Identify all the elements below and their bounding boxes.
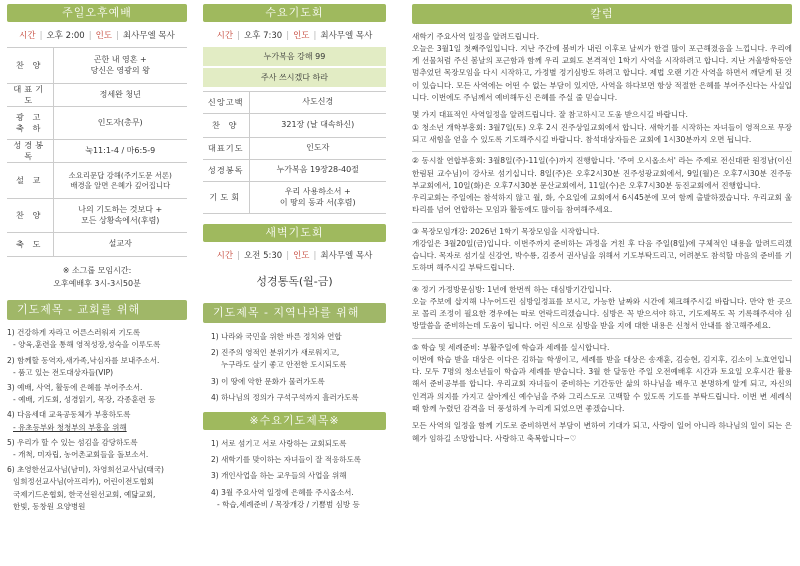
list-item: 2) 진주의 영적인 분위기가 새로워지고, (211, 348, 340, 358)
sunday-time-line: 시간 | 오후 2:00 | 인도 | 최사무엘 목사 (19, 31, 175, 41)
leader-value: 최사무엘 목사 (320, 251, 373, 261)
list-item: 한빛, 동창원 요양병원 (13, 501, 86, 511)
prayer-nation-list (203, 331, 386, 404)
wednesday-order-table (203, 91, 386, 214)
list-item: - 양육,훈련을 통해 영적성장,성숙을 이루도록 (13, 340, 161, 350)
sermon-series-pill: 누가복음 강해 99 (203, 47, 386, 66)
list-item: 국제기드온협회, 한국선원선교회, 예닮교회, (13, 489, 156, 499)
divider (412, 338, 792, 339)
order-row: 찬 양 321장 (날 대속하신) (203, 114, 386, 138)
list-item: 4) 하나님의 정의가 구석구석까지 흘러가도록 (211, 392, 359, 402)
sunday-service-header: 주일오후예배 (7, 4, 187, 22)
list-item: 3) 예배, 사역, 활동에 은혜를 부어주소서. (7, 383, 143, 393)
list-item: 1) 나라와 국민을 위한 바른 정치와 연합 (211, 332, 342, 341)
order-row: 대표기도 인도자 (203, 138, 386, 160)
column-header: 칼럼 (412, 4, 792, 24)
order-row: 축 도 설교자 (7, 233, 187, 257)
leader-value: 최사무엘 목사 (320, 31, 373, 41)
column-paragraph: ③ 목장모임개강: 2026년 1학기 목장모임을 시작합니다. 개강일은 3월20일(금)입니다. 이번주까지 준비하는 과정을 거친 후 다음 주일(8일)에 구체적인 내용을 알려드리겠습니다. 목자로 섬기실 신강연, 박수룡, 김종서 권사님을 위해서 기도부탁드리고, 어려분도 참석할 마음의 준비를 기도하며 해주시길 부탁드립니다. (412, 226, 792, 273)
leader-value: 최사무엘 목사 (122, 31, 175, 41)
time-value: 오후 2:00 (46, 31, 85, 41)
column-body (412, 31, 792, 445)
list-item: 5) 우리가 할 수 있는 섬김을 감당하도록 (7, 437, 138, 447)
sunday-order-table (7, 47, 187, 257)
prayer-church-header: 기도제목 - 교회를 위해 (7, 300, 187, 320)
leader-label: 인도 (95, 31, 112, 41)
leader-label: 인도 (293, 31, 310, 41)
prayer-nation-header: 기도제목 - 지역나라를 위해 (203, 303, 386, 323)
time-label: 시간 (19, 31, 36, 41)
divider (412, 280, 792, 281)
list-item: 4) 3월 주요사역 일정에 은혜를 주시옵소서. (211, 487, 354, 497)
wednesday-prayer-header: ※수요기도제목※ (203, 412, 386, 430)
list-item: 2) 새학기를 맞이하는 자녀들이 잘 적응하도록 (211, 455, 362, 465)
order-row: 성경봉독 누가복음 19장28-40절 (203, 160, 386, 182)
list-item: 6) 초영한선교사님(남미), 차영희선교사님(태국) (7, 465, 164, 475)
order-row: 찬 양 나의 기도하는 것보다 + 모든 상황속에서(후렴) (7, 199, 187, 233)
column-paragraph: 몇 가지 대표적인 사역일정을 알려드립니다. 잘 참고하시고 도움 받으시길 바랍니다. ① 청소년 개학부흥회: 3월7일(토) 오후 2시 진주상일교회에서 합니다. 새학기를 시작하는 자녀들이 영적으로 무장되고 새힘을 얻을 수 있도록 기도해주시길 바랍니다. 참석대상자들은 교회에 1시30분까지 오면 됩니다. (412, 110, 792, 144)
order-row: 신앙고백 사도신경 (203, 92, 386, 114)
time-value: 오후 7:30 (243, 31, 283, 41)
list-item: 1) 서로 섬기고 서로 사랑하는 교회되도록 (211, 439, 347, 449)
dawn-prayer-header: 새벽기도회 (203, 224, 386, 242)
list-item: - 품고 있는 전도대상자들(VIP) (13, 367, 114, 377)
order-row: 기도회 우리 사용하소서 + 이 땅의 동과 서(후렴) (203, 182, 386, 214)
order-row: 성경봉독 눅11:1-4 / 마6:5-9 (7, 140, 187, 163)
leader-label: 인도 (293, 251, 310, 261)
list-item: - 유초등부와 청청부의 부흥을 위해 (13, 422, 127, 432)
sermon-title-pill: 주사 쓰시겠다 하라 (203, 68, 386, 87)
list-item: 2) 함께할 동역자,새가족,낙심자를 보내주소서. (7, 355, 160, 365)
column-section (412, 4, 792, 450)
sunday-column (7, 4, 187, 513)
time-label: 시간 (216, 251, 234, 261)
list-item: 4) 다음세대 교육공동체가 부흥하도록 (7, 410, 131, 420)
column-paragraph: ⑤ 학습 및 세례준비: 부활주일에 학습과 세례를 실시합니다. 이번에 학습 받을 대상은 이다은 김하늘 학생이고, 세례를 받을 대상은 송재훈, 김승현, 김지후, 김소이 노효연입니다. 모두 7명의 청소년들이 학습과 세례를 받습니다. 3월 한 달동안 주일 오전예배후 시간과 토요일 오후시간 활용해서 준비공부를 합니다. 우리교회 자녀들이 준비하는 기간동안 삶의 하나님을 배우고 분명하게 알게 되고, 자신의 인격과 의지를 가지고 살아계신 예수님을 주와 그리스도로 고백할 수 있도록 기도를 부탁드립니다. 이번 변 세례식 때 함께 누렸던 감격을 더 풍성하게 누리게 되었으면 좋겠습니다. (412, 342, 792, 413)
small-group-time: 오후예배후 3시-3시50분 (53, 279, 141, 289)
dawn-reading: 성경통독(월-금) (256, 275, 333, 288)
small-group-note: ※ 소그룹 모임시간: (62, 266, 132, 276)
order-row: 찬 양 곤한 내 영혼 + 당신은 영광의 왕 (7, 48, 187, 84)
dawn-time-line: 시간 | 오전 5:30 | 인도 | 최사무엘 목사 (216, 251, 373, 261)
prayer-church-list (7, 327, 187, 513)
wednesday-service-header: 수요기도회 (203, 4, 386, 22)
order-row: 광 고 축 하 인도자(총무) (7, 107, 187, 140)
column-paragraph: 새학기 주요사역 일정을 알려드립니다. 오늘은 3월1일 첫째주일입니다. 지난 주간에 봄비가 내린 이후로 날씨가 한결 많이 포근해졌음을 느낍니다. 우리에게 선물처럼 주신 봄날의 포근함과 함께 우리 교회도 본격적인 1학기 사역을 시작하려고 합니다. 지난 겨울방학동안 멈추었던 목장모임을 다시 시작하고, 가정별 정기심방도 하려고 합니다. 제법 오랜 기간 사역을 하면서 깨닫게 된 것이 있습니다. 모든 사역에는 어떤 수 없는 부담이 있지만, 사역을 하다보면 항상 적절한 은혜를 부어주신다는 사실입니다. 이번에도 주님께서 예비해두신 은혜를 주실 줄 믿습니다. (412, 32, 792, 102)
divider (412, 151, 792, 152)
column-paragraph: ② 동시찰 연합부흥회: 3월8일(주)-11일(수)까지 진행합니다. '주여 오시옵소서' 라는 주제로 전신대판 원정남(이신 한림된 교수님)이 강사로 섬기십니다. 8일(주)은 오후2시30분 진주성광교회에서, 9일(월)은 오후7시30분 진주동부교회에서, 10일(화)은 오후7시30분 문산교회에서, 11일(수)은 오후7시30분 동진교회에서 진행합니다. 우리교회는 주일에는 참석하지 않고 월, 화, 수요일에 교회에서 6시45분에 모여 함께 출발하겠습니다. 우리교회 울타리를 넘어 연합하는 모임과 활동에도 많이들 참여해주세요. (412, 156, 792, 215)
column-paragraph: ④ 정기 가정방문심방: 1년에 한번씩 하는 대심방기간입니다. 오늘 주보에 삽지해 나누어드린 심방일정표를 보시고, 가능한 날짜와 시간에 체크해주시길 바랍니다. 만약 한 곳으로 몰리 조정이 필요한 경우에는 따로 연락드리겠습니다. 심방은 꼭 받으셔야 하고, 기도제목도 꼭 기록해주셔야 심방말씀을 준비하는데 도움이 됩니다. 어린 식으로 심방을 받을 지에 대한 내용은 신청서 안내를 참고해주세요. (412, 284, 792, 331)
divider (412, 222, 792, 223)
list-item: 임희정선교사님(아프리카), 어린이전도협회 (13, 477, 155, 487)
list-item: 누구라도 살기 좋고 안전한 도시되도록 (221, 360, 347, 370)
list-item: - 개척, 미자립, 농어촌교회들을 돌보소서. (13, 450, 149, 460)
wednesday-prayer-list (203, 438, 386, 511)
list-item: 3) 이 땅에 악한 문화가 물러가도록 (211, 376, 325, 386)
list-item: 3) 개인사업을 하는 교우들의 사업을 위해 (211, 471, 347, 481)
order-row: 대표기도 정세완 청년 (7, 84, 187, 107)
order-row: 설 교 소요리문답 강해(주기도문 서론) 배경을 알면 은혜가 깊어집니다 (7, 163, 187, 199)
time-value: 오전 5:30 (243, 251, 283, 261)
time-label: 시간 (216, 31, 234, 41)
list-item: 1) 건강하게 자라고 어른스러워져 기도록 (7, 328, 141, 338)
wednesday-time-line: 시간 | 오후 7:30 | 인도 | 최사무엘 목사 (216, 31, 373, 41)
column-paragraph: 모든 사역의 일정을 함께 기도로 준비하면서 부담이 변하여 기대가 되고, 사랑이 일어 아니라 하나님의 일이 되는 은혜가 임하길 소망합니다. 사랑하고 축복합니다~♡ (412, 421, 792, 443)
list-item: - 학습,세례준비 / 목장개강 / 기쁨범 심방 등 (217, 499, 360, 509)
list-item: - 예배, 기도회, 성경읽기, 목장, 각종훈련 등 (13, 395, 156, 405)
wednesday-column (203, 4, 386, 511)
